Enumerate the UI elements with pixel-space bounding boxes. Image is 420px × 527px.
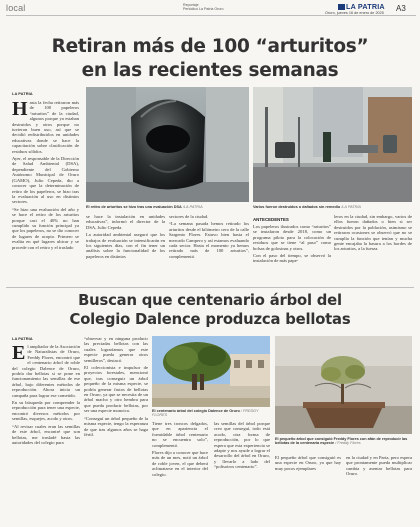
- small-tree-image: [275, 336, 412, 434]
- article2-paragraph: “observar y en ninguna producir las preciadas bellotas con las cuales lograríamos que este especie pueda generar otros semilleros”, destacó.: [84, 336, 148, 363]
- article2-paragraph: Flores dijo a conocer que hace más de un mes, notó un árbol de roble joven, el que deberá aclimatarse en el interior del colegio.: [152, 450, 208, 477]
- issue-date: Oruro, jueves 16 de enero de 2025: [325, 11, 384, 15]
- page-header: [0, 0, 420, 20]
- article1-column-3: [169, 214, 249, 284]
- article1-headline: Retiran más de 100 “arturitos” en las recientes semanas: [51, 36, 369, 81]
- article2-paragraph: Tiene tres troncos delgados, que en apariencia el formidable árbol centenario no se encuentra solo”, complementó.: [152, 421, 208, 448]
- article1-column-4: [253, 214, 331, 284]
- article1-column-2: [86, 214, 165, 284]
- article2-column-3: [152, 421, 208, 522]
- article2-paragraph: las semillas del árbol porque creo que conseguí, todo está acodo, otra forma de reproducción, por lo que espera que esta experiencia se adapte y nos ayude a lograr el desarrollo del árbol en Oruro, y llevarlo a lado del “polisotros centenario”.: [214, 421, 270, 470]
- article2-paragraph: l ampliador de la Asociación de Naturalistas de Oruro, Freddy Flores, encontró que el centenario árbol de roble del colegio Dalence de Oruro, podría dar bellotas si se pone en funcionamiento las semillas de ese árbol, bajo diferentes métodos de reproducción. Ahora inicia un campaña para lograr ese cometido.: [12, 344, 80, 398]
- article2-column-5: [275, 455, 341, 522]
- publisher-info: Reportaje Periódico La Patria Oruro: [183, 3, 224, 12]
- article1-column-5: [334, 214, 412, 284]
- section-label: local: [6, 3, 26, 13]
- article1-paragraph: se hace la instalación en unidades educativas”, informó el director de la DSA, Julio Cepeda.: [86, 214, 165, 230]
- article1-paragraph: asta la fecha retiraron más de 100 papeleros “arturitos” de la ciudad, algunos porque ya estaban destruidos y otros porque no tuvieron buen uso, así que se decidió redistribuirlos en unidades educativas donde se hace la capacitación sobre clasificación de residuos sólidos.: [12, 100, 79, 154]
- photo-arturito-bin: [86, 87, 249, 202]
- photo-street-bins: [253, 87, 412, 202]
- article1-paragraph: La autoridad ambiental aseguró que los trabajos de evaluación se intensificarán en los siguientes días, con el fin tener un análisis sobre la funcionalidad de los papeleros en distintos: [86, 232, 165, 259]
- photo2-caption: Varios fueron destruidos o dañados sin remedio /LA PATRIA: [253, 205, 361, 209]
- article1-drop-cap: H: [12, 100, 28, 120]
- article2-paragraph: en la ciudad y en Paria, pero espera que prontamente pueda multiplicar cambia y asentar bellotas para Oruro.: [346, 455, 412, 477]
- article2-byline: LA PATRIA: [12, 336, 33, 341]
- article1-paragraph: Con el paso del tiempo, se observó la instalación de más pape-: [253, 253, 331, 264]
- article2-column-4: [214, 421, 270, 522]
- article1-paragraph: “La semana pasada hemos retirado los arturitos desde el kilómetro cero de la calle Sargento Flores. Estuvo bien hasta el mercado Campero y así estamos evaluando cada sector. Hasta el momento ya hemos retirado más de 100 arturitos”, complementó.: [169, 221, 249, 259]
- street-bins-image: [253, 87, 412, 202]
- article2-paragraph: En su búsqueda por comprender la reproducción para tener una especie, encontró diversos métodos por semillas, esquejes, acodo y otros.: [12, 400, 80, 422]
- header-rule: [6, 15, 416, 16]
- arturito-bin-image: [86, 87, 249, 202]
- newspaper-logo: LA PATRIA: [338, 2, 385, 11]
- antecedentes-subhead: ANTECEDENTES: [253, 217, 289, 222]
- logo-mark-icon: [338, 4, 345, 10]
- photo-small-tree: [275, 336, 412, 434]
- article1-byline: LA PATRIA: [12, 91, 33, 96]
- photo4-caption: El pequeño árbol que consiguió Freddy Flores con afán de reproducir las bellotas de la centenaria especie / Freddy Flores: [275, 437, 408, 446]
- article1-column-1: [12, 100, 79, 270]
- centenary-tree-image: [152, 336, 270, 407]
- article1-paragraph: “Se hizo una evaluación del año y se hace el retiro de los arturitos porque casi el 40% no han cumplido su función principal ya que los papeleros, no se dio conocer de lugares de acopio. Primero se evalúa en qué lugares ubicar y se procede con el retiro y el traslado: [12, 206, 79, 250]
- article1-paragraph: Los papeleros ilustrados como “arturitos” se instalaron desde 2018, como un programa piloto para la colocación de residuos que se tiene “al paso” como bolsas de golosinas y otros.: [253, 224, 331, 251]
- article2-drop-cap: E: [12, 344, 26, 364]
- photo3-caption: El centenario árbol del colegio Dalence de Oruro / FREDDY FLORES: [152, 409, 259, 418]
- article2-paragraph: El coleccionista e impulsor de proyectos forestales, mencionó que, tras conseguir un árbol pequeño de la misma especie, se podría generar frutos de bellotas en Oruro, ya que se necesita de un árbol macho y otro hembra para que pueda producir bellotas, por ser una especie monoica.: [84, 365, 148, 414]
- page-number: A3: [396, 4, 406, 13]
- article-divider: [6, 287, 414, 288]
- article2-headline: Buscan que centenario árbol del Colegio Dalence produzca bellotas: [69, 292, 351, 328]
- article2-column-2: [84, 336, 148, 522]
- article2-column-1: [12, 344, 80, 522]
- article2-paragraph: El pequeño árbol que consiguió es una especie en Oruro, ya que hay muy pocos ejemplares: [275, 455, 341, 471]
- article2-paragraph: “Conseguí un árbol pequeño de la misma especie, tengo la esperanza de que tras algunos años se haga fértil.: [84, 415, 148, 437]
- article1-paragraph: Ayer, el responsable de la Dirección de Salud Ambiental (DSA), dependiente del Gobierno Autónomo Municipal de Oruro (GAMO), Julio Cepeda, dio a conocer que la determinación de retiro de los papeleros, se hizo tras la evaluación al uso en distintos sectores.: [12, 156, 79, 205]
- article2-paragraph: “Al revisar cuales eran las semillas de este árbol, encontré que son bellotas, me trasladé hasta las autoridades del colegio para: [12, 423, 80, 445]
- photo-centenary-tree: [152, 336, 270, 407]
- article2-column-6: [346, 455, 412, 522]
- article1-paragraph: leros en la ciudad, sin embargo, varios de ellos fueron dañados o bien si ser destruidos por la población, asimismo se retiraron ocasiones se observó que no se cumplía la función que tenían y mucha gente encajaba la basura a los bordes de los arturitos, a la fuerza.: [334, 214, 412, 252]
- article1-paragraph: sectores de la ciudad.: [169, 214, 209, 219]
- photo1-caption: El retiro de arturitos se hizo tras una evaluación DSA /LA PATRIA: [86, 205, 203, 209]
